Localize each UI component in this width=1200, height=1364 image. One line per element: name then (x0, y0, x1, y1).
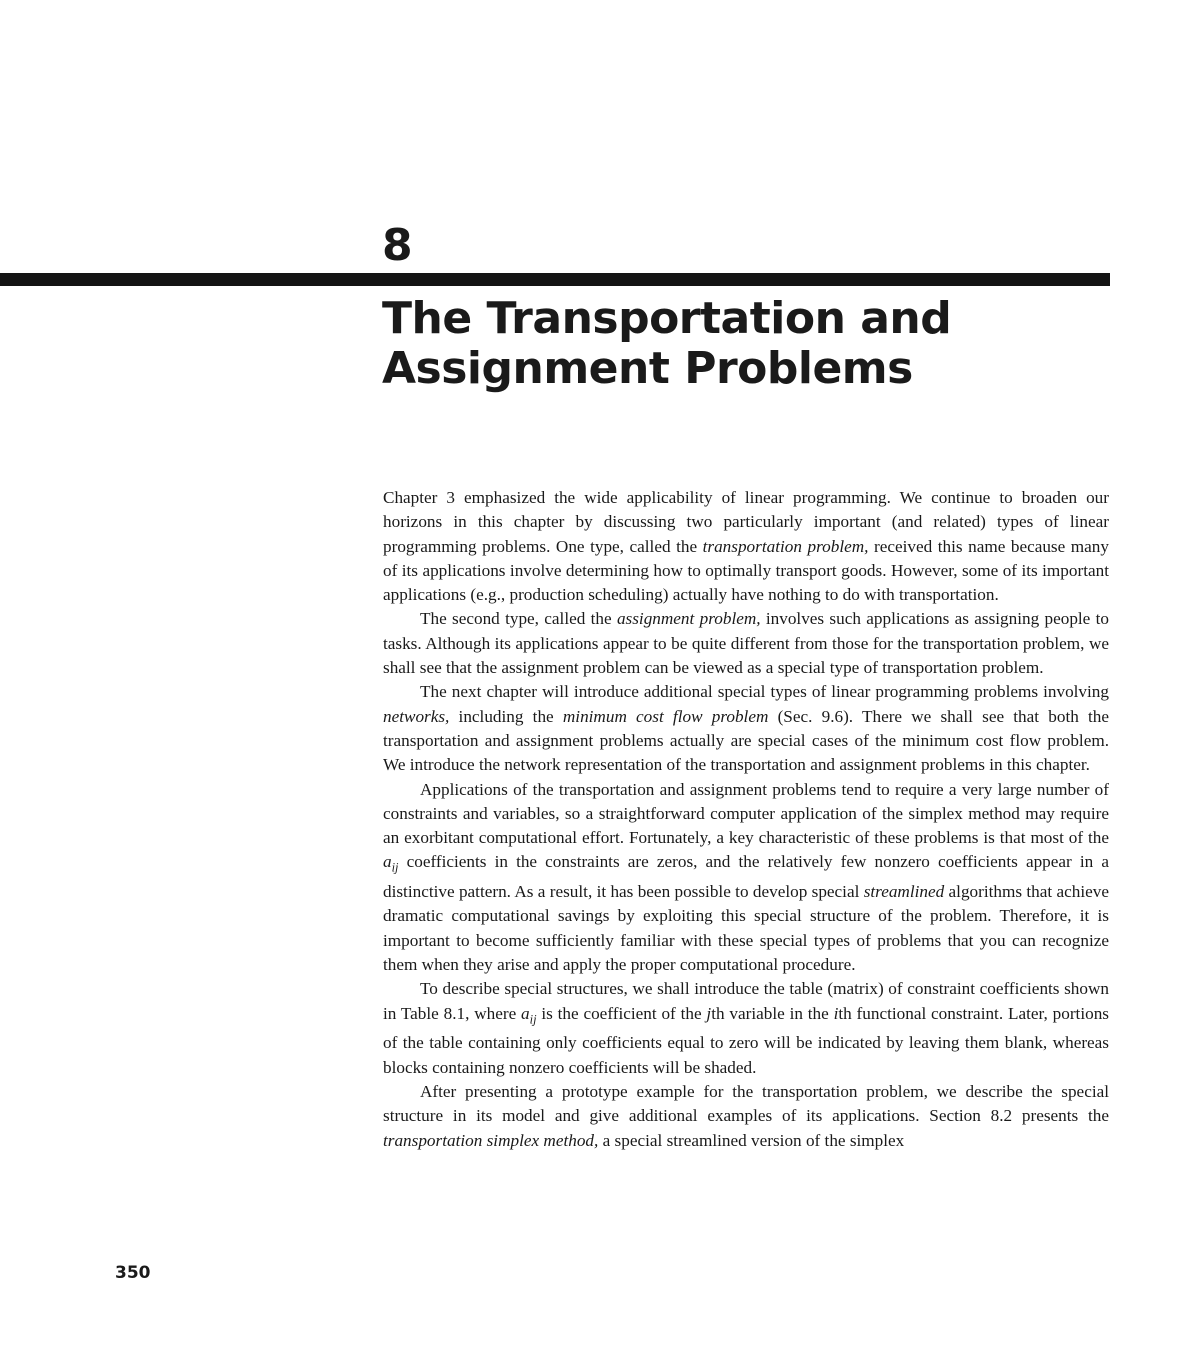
italic-term: minimum cost flow problem (562, 706, 769, 726)
italic-term: transportation simplex method, (383, 1130, 599, 1150)
text-run: coefficients in the constraints are zeros, and the relatively few nonzero coefficients appear in a distinctive pattern. As a result, it has been possible to develop special (383, 852, 1109, 902)
paragraph-1 (383, 486, 1109, 607)
chapter-title-line-1: The Transportation and (382, 293, 952, 344)
paragraph-6 (383, 1080, 1109, 1153)
chapter-divider-rule (0, 273, 1110, 286)
text-run: algorithms that achieve dramatic computational savings by exploiting this special structure of the problem. Therefore, it is important to become sufficiently familiar with these special types of problems that you can recognize them when they arise and apply the proper computational procedure. (383, 882, 1109, 975)
italic-term: transportation problem, (702, 536, 869, 556)
chapter-number: 8 (382, 220, 413, 271)
text-run: including the (449, 706, 563, 726)
italic-term: ij (529, 1012, 537, 1027)
chapter-title-line-2: Assignment Problems (382, 343, 913, 394)
text-run: The second type, called the (420, 609, 617, 629)
italic-term: networks, (383, 706, 450, 726)
italic-term: streamlined (863, 882, 945, 902)
text-run: a special streamlined version of the simplex (598, 1130, 905, 1150)
chapter-introduction-text (383, 486, 1109, 1153)
text-run: received this name because many of its applications involve determining how to optimally transport goods. However, some of its important applications (e.g., production scheduling) actually have nothing to do with transportation. (383, 536, 1109, 605)
text-run: Chapter 3 emphasized the wide applicability of linear programming. We continue to broaden our horizons in this chapter by discussing two particularly important (and related) types of linear programming problems. One type, called the (383, 488, 1109, 556)
paragraph-5 (383, 977, 1109, 1080)
text-run: To describe special structures, we shall introduce the table (matrix) of constraint coefficients shown in Table 8.1, where (383, 979, 1109, 1023)
text-run: th variable in the (711, 1003, 834, 1023)
paragraph-4 (383, 778, 1109, 978)
italic-term: assignment problem, (616, 609, 761, 629)
italic-term: ij (391, 860, 399, 875)
text-run: is the coefficient of the (536, 1003, 707, 1023)
italic-term: a (521, 1003, 530, 1023)
italic-term: i (833, 1003, 839, 1023)
text-run: The next chapter will introduce additional special types of linear programming problems involving (420, 682, 1109, 702)
italic-term: j (706, 1003, 712, 1023)
chapter-title (382, 294, 1082, 394)
paragraph-2 (383, 607, 1109, 680)
text-run: th functional constraint. Later, portions of the table containing only coefficients equal to zero will be indicated by leaving them blank, whereas blocks containing nonzero coefficients will be shaded. (383, 1003, 1109, 1077)
text-run: Applications of the transportation and assignment problems tend to require a very large number of constraints and variables, so a straightforward computer application of the simplex method may require an exorbitant computational effort. Fortunately, a key characteristic of these problems is that most of the (383, 779, 1109, 848)
paragraph-3 (383, 680, 1109, 777)
italic-term: a (383, 852, 392, 872)
text-run: (Sec. 9.6). There we shall see that both the transportation and assignment problems actually are special cases of the minimum cost flow problem. We introduce the network representation of the transportation and assignment problems in this chapter. (383, 706, 1109, 775)
text-run: After presenting a prototype example for the transportation problem, we describe the special structure in its model and give additional examples of its applications. Section 8.2 presents the (383, 1082, 1109, 1126)
text-run: involves such applications as assigning people to tasks. Although its applications appear to be quite different from those for the transportation problem, we shall see that the assignment problem can be viewed as a special type of transportation problem. (383, 609, 1109, 678)
page-number: 350 (115, 1263, 151, 1283)
